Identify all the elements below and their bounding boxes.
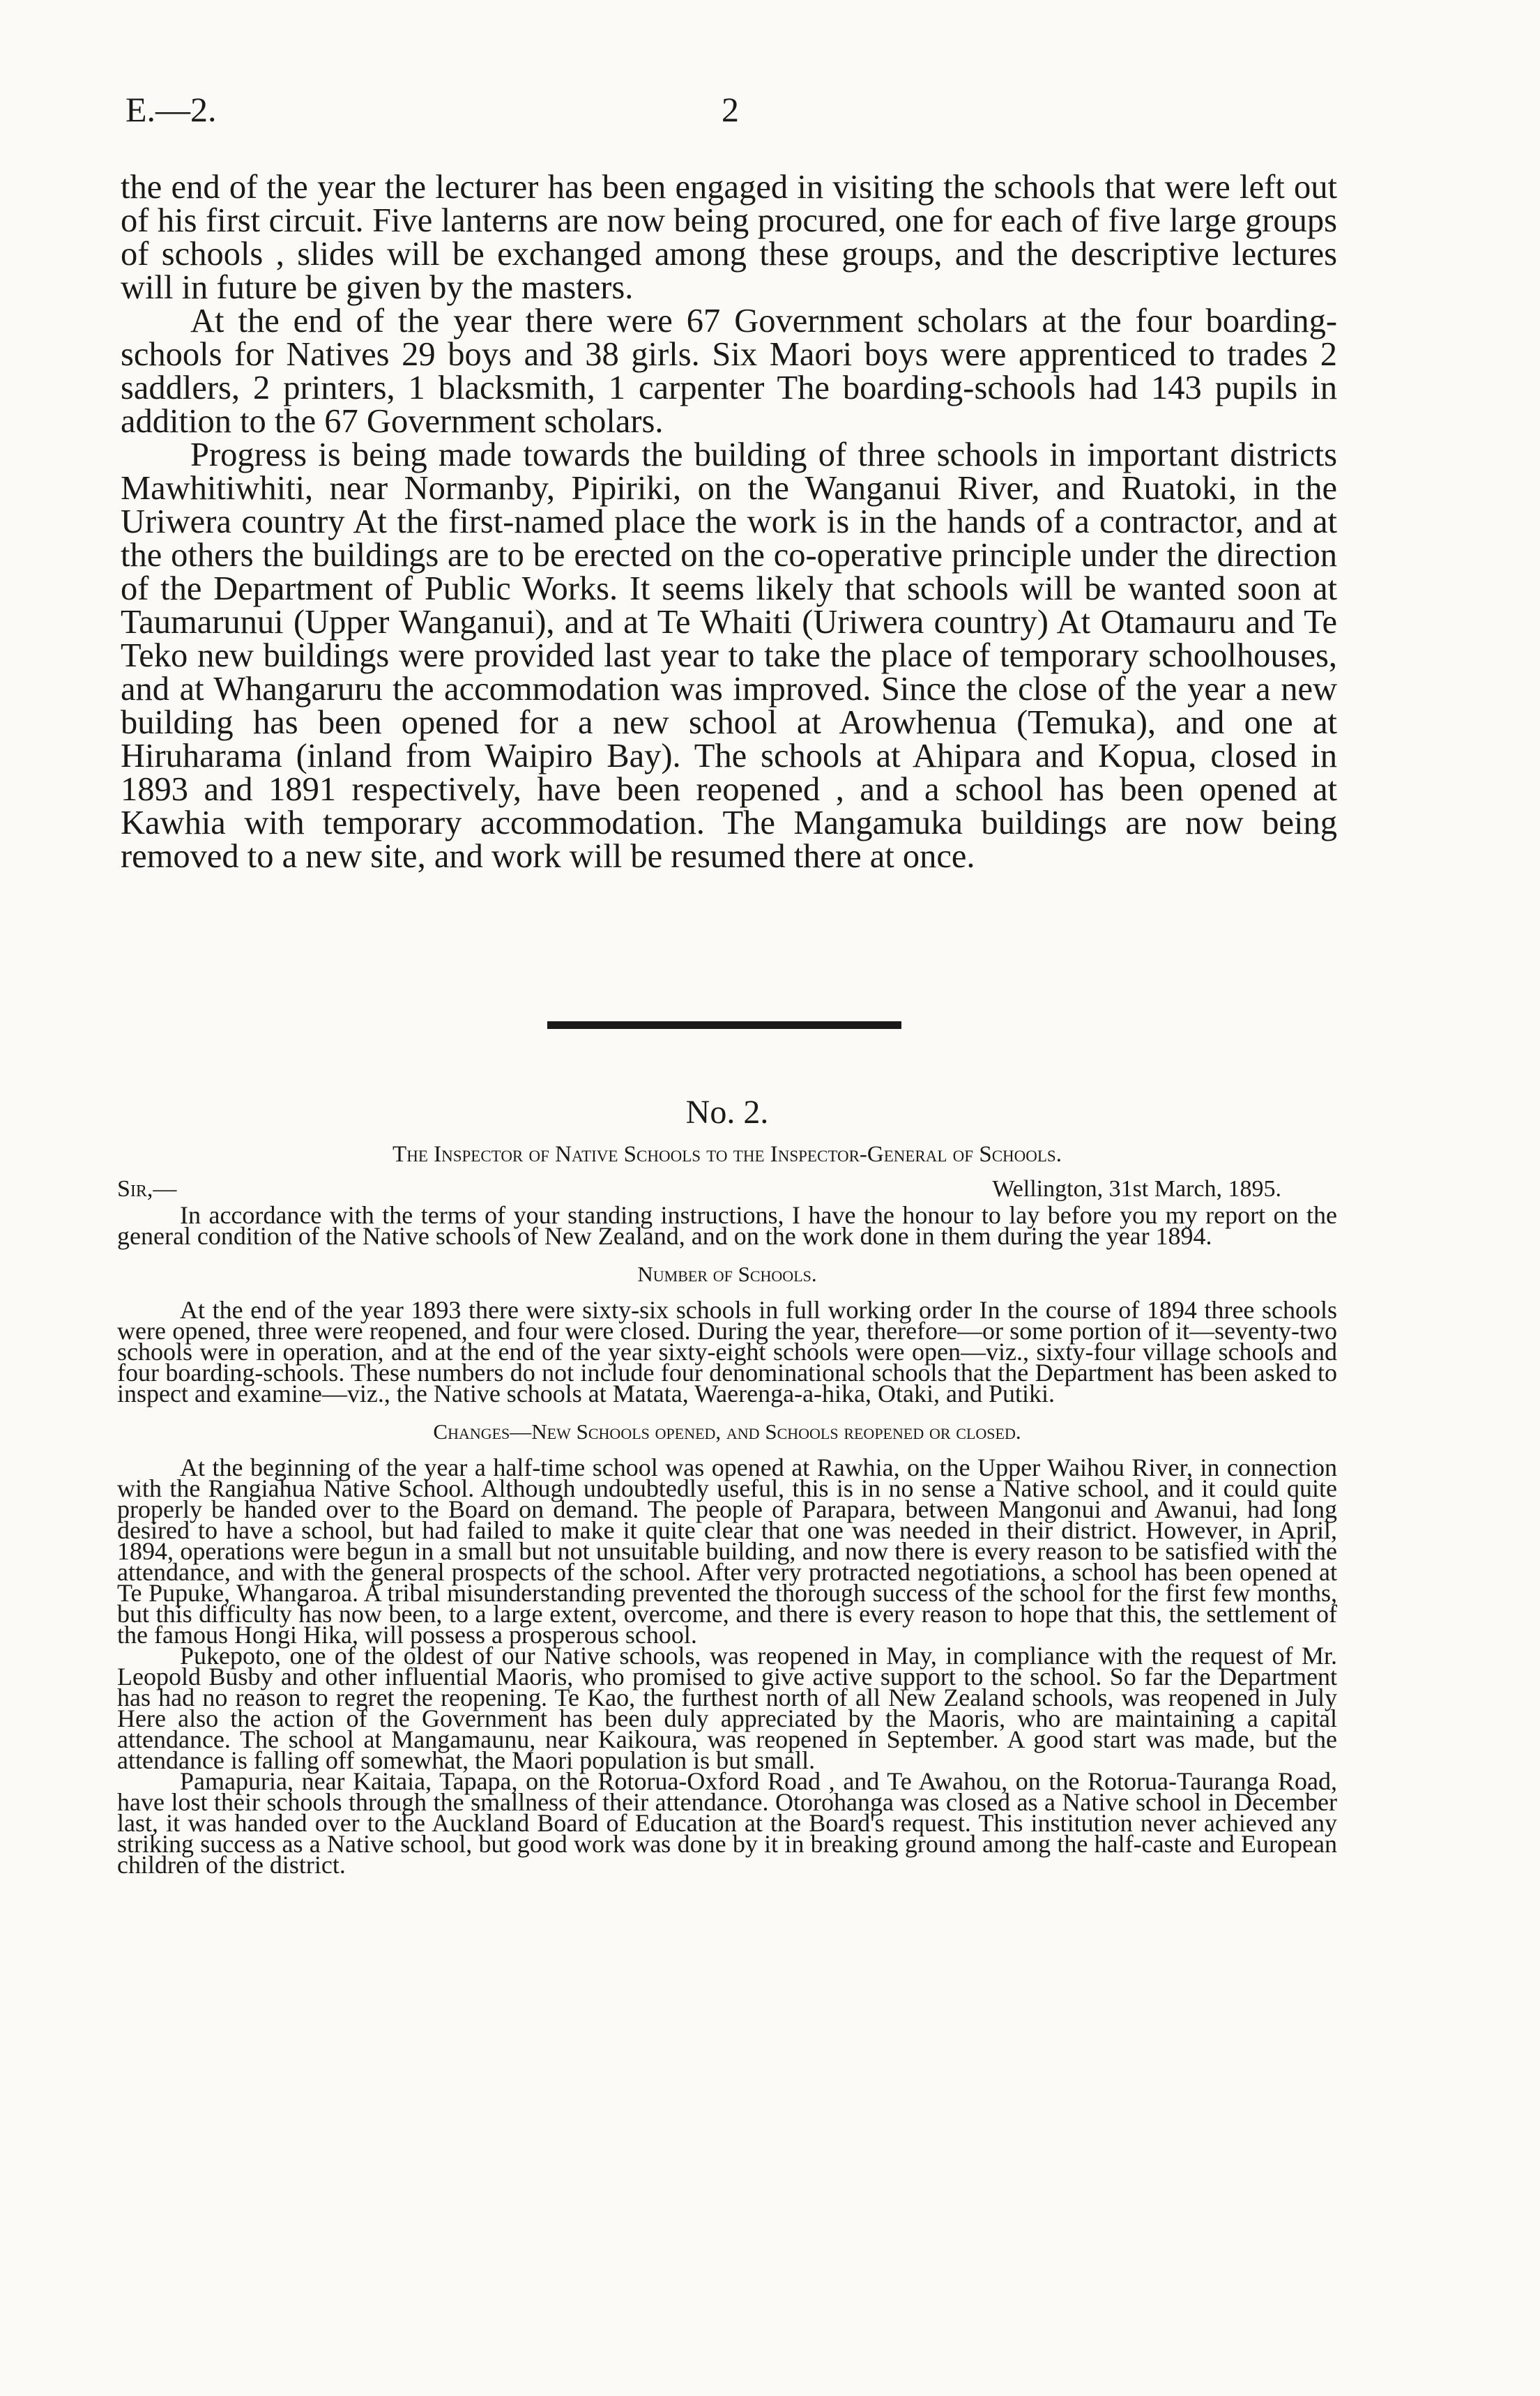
page-reference: E.—2. xyxy=(125,90,217,129)
paragraph: Pamapuria, near Kaitaia, Tapapa, on the Rotorua-Oxford Road , and Te Awahou, on the Rotorua-Tauranga Road, have lost their schools through the smallness of their attendance. Otorohanga was closed as a Native school in December last, it was handed over to the Auckland Board of Education at the Board's request. This institution never achieved any striking success as a Native school, but good work was done by it in breaking ground among the half-caste and European children of the district. xyxy=(117,1767,1337,1879)
page-header xyxy=(125,89,1335,138)
paragraph: Progress is being made towards the building of three schools in important districts Mawhitiwhiti, near Normanby, Pipiriki, on the Wanganui River, and Ruatoki, in the Uriwera country At the first-named place the work is in the hands of a contractor, and at the others the buildings are to be erected on the co-operative principle under the direction of the Department of Public Works. It seems likely that schools will be wanted soon at Taumarunui (Upper Wanganui), and at Te Whaiti (Uriwera country) At Otamauru and Te Teko new buildings were provided last year to take the place of temporary schoolhouses, and at Whangaruru the accommodation was improved. Since the close of the year a new building has been opened for a new school at Arowhenua (Temuka), and one at Hiruharama (inland from Waipiro Bay). The schools at Ahipara and Kopua, closed in 1893 and 1891 respectively, have been reopened , and a school has been opened at Kawhia with temporary accommodation. The Mangamuka buildings are now being removed to a new site, and work will be resumed there at once. xyxy=(121,436,1337,875)
section-divider xyxy=(547,1021,901,1029)
section-heading: Number of Schools. xyxy=(637,1262,817,1286)
salutation: Sir,— xyxy=(117,1176,177,1202)
paragraph: At the end of the year there were 67 Government scholars at the four boarding-schools for Natives 29 boys and 38 girls. Six Maori boys were apprenticed to trades 2 saddlers, 2 printers, 1 blacksmith, 1 carpenter The boarding-schools had 143 pupils in addition to the 67 Government scholars. xyxy=(121,303,1337,440)
dateline: Wellington, 31st March, 1895. xyxy=(992,1176,1281,1202)
report-title: The Inspector of Native Schools to the Inspector-General of Schools. xyxy=(392,1142,1062,1167)
paragraph: At the end of the year 1893 there were sixty-six schools in full working order In the course of 1894 three schools were opened, three were reopened, and four were closed. During the year, therefore—or some portion of it—seventy-two schools were in operation, and at the end of the year sixty-eight schools were open—viz., sixty-four village schools and four boarding-schools. These numbers do not include four denominational schools that the Department has been asked to inspect and examine—viz., the Native schools at Matata, Waerenga-a-hika, Otaki, and Putiki. xyxy=(117,1296,1337,1407)
paragraph: Pukepoto, one of the oldest of our Native schools, was reopened in May, in compliance with the request of Mr. Leopold Busby and other influential Maoris, who promised to give active support to the school. So far the Department has had no reason to regret the reopening. Te Kao, the furthest north of all New Zealand schools, was reopened in July Here also the action of the Government has been duly appreciated by the Maoris, who are maintaining a capital attendance. The school at Mangamaunu, near Kaikoura, was reopened in September. A good start was made, but the attendance is falling off somewhat, the Maori population is but small. xyxy=(117,1642,1337,1774)
page-number: 2 xyxy=(722,90,739,129)
paragraph: At the beginning of the year a half-time school was opened at Rawhia, on the Upper Waihou River, in connection with the Rangiahua Native School. Although undoubtedly useful, this is in no sense a Native school, and it could quite properly be handed over to the Board on demand. The people of Parapara, between Mangonui and Awanui, had long desired to have a school, but had failed to make it quite clear that one was needed in their district. However, in April, 1894, operations were begun in a small but not unsuitable building, and now there is every reason to be satisfied with the attendance, and with the general prospects of the school. After very protracted negotiations, a school has been opened at Te Pupuke, Whangaroa. A tribal misunderstanding prevented the thorough success of the school for the first few months, but this difficulty has now been, to a large extent, overcome, and there is every reason to hope that this, the settlement of the famous Hongi Hika, will possess a prosperous school. xyxy=(117,1453,1337,1649)
section-heading: Changes—New Schools opened, and Schools reopened or closed. xyxy=(433,1419,1021,1444)
salutation-row xyxy=(117,1174,1337,1205)
report-letter xyxy=(117,1093,1337,1879)
paragraph: the end of the year the lecturer has been engaged in visiting the schools that were left out of his first circuit. Five lanterns are now being procured, one for each of five large groups of schools , slides will be exchanged among these groups, and the descriptive lectures will in future be given by the masters. xyxy=(121,169,1337,306)
report-body xyxy=(117,1201,1337,1879)
report-number: No. 2. xyxy=(685,1094,769,1131)
intro-paragraph: In accordance with the terms of your standing instructions, I have the honour to lay before you my report on the general condition of the Native schools of New Zealand, and on the work done in them during the year 1894. xyxy=(117,1201,1337,1250)
continued-text-section xyxy=(121,171,1337,873)
